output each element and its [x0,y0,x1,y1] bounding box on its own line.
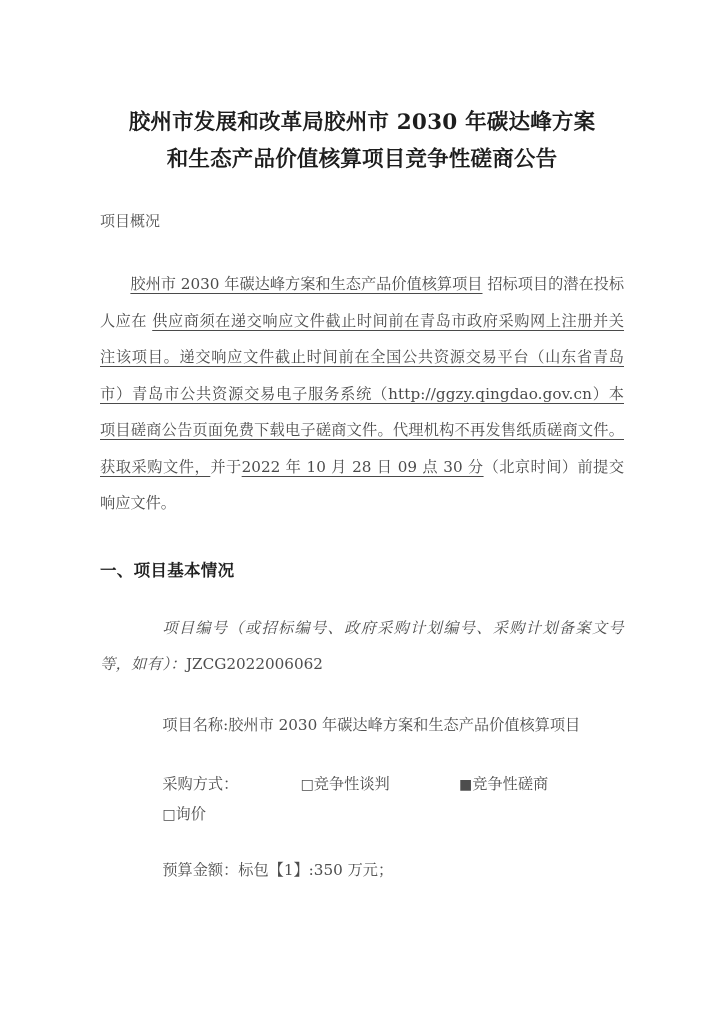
project-number-value: JZCG2022006062 [185,655,323,673]
notice-connector-text: 招标项目的潜在投标人应在 [100,275,625,330]
budget-value: 标包【1】:350 万元； [238,861,394,879]
main-notice-paragraph [100,266,624,522]
checkbox-competitive-consultation[interactable]: ■ [459,777,473,793]
procurement-method-row [100,743,624,829]
project-name-label: 项目名称: [162,715,229,734]
checkbox-competitive-negotiation[interactable]: □ [300,777,314,793]
project-name-value: 胶州市 2030 年碳达峰方案和生态产品价值核算项目 [228,715,581,734]
option-label-competitive-consultation: 竞争性磋商 [472,775,549,793]
page-title-line-1: 胶州市发展和改革局胶州市 2030 年碳达峰方案 [128,110,596,135]
project-name-row [100,683,624,744]
project-overview-label: 项目概况 [100,212,161,230]
underlined-project-name: 胶州市 2030 年碳达峰方案和生态产品价值核算项目 [130,275,483,293]
budget-row [100,829,624,885]
notice-before-date-text: 并于 [210,457,242,476]
option-label-competitive-negotiation: 竞争性谈判 [313,775,390,793]
budget-label: 预算金额： [162,861,239,879]
checkbox-inquiry[interactable]: □ [162,807,176,823]
underlined-submission-deadline: 2022 年 10 月 28 日 09 点 30 分 [241,457,484,476]
procurement-method-label: 采购方式： [162,775,239,793]
notice-after-date-text: （北京时间）前提交响应文件。 [100,457,625,512]
underlined-registration-instructions: 供应商须在递交响应文件截止时间前在青岛市政府采购网上注册并关注该项目。递交响应文件截止时间前在全国公共资源交易平台（山东省青岛市）青岛市公共资源交易电子服务系统（http://ggzy.qingdao.gov.cn）本项目磋商公告页面免费下载电子磋商文件。代理机构不再发售纸质磋商文件。获取采购文件， [100,311,625,476]
option-label-inquiry: 询价 [175,805,206,823]
project-number-row [100,586,624,683]
section-heading-project-basics: 一、项目基本情况 [100,561,235,580]
project-number-label: 项目编号（或招标编号、政府采购计划编号、采购计划备案文号等，如有）： [100,618,624,673]
page-title-line-2: 和生态产品价值核算项目竞争性磋商公告 [166,147,558,172]
page-title [100,0,624,178]
